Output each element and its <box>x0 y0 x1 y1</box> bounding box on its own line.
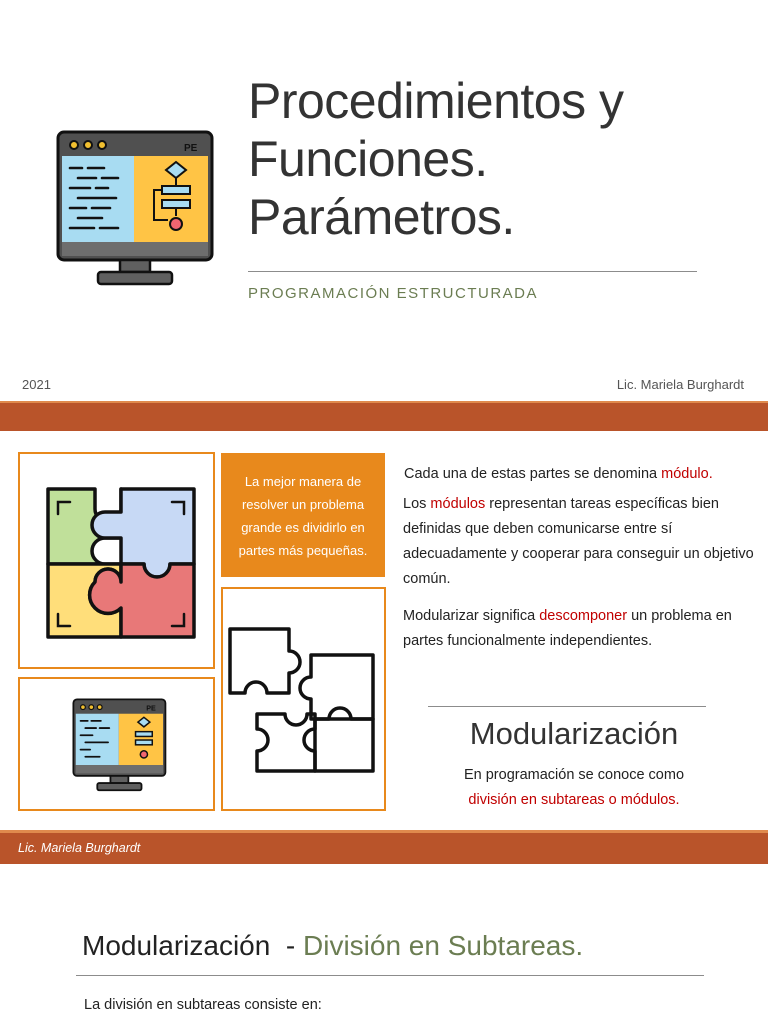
slide-heading <box>82 930 583 962</box>
definition-highlight: división en subtareas o módulos. <box>468 792 680 808</box>
title-slide <box>0 0 768 400</box>
title-line: Funciones. <box>248 131 488 187</box>
title-divider <box>248 271 697 272</box>
slide-author: Lic. Mariela Burghardt <box>616 377 744 392</box>
definition-line: En programación se conoce como <box>463 767 685 783</box>
heading-main: Modularización <box>82 930 271 961</box>
highlight-text: descomponer <box>539 608 628 624</box>
monitor-label: PE <box>146 704 156 713</box>
outline-puzzle-icon <box>223 589 383 809</box>
slide-footer-band <box>0 401 768 431</box>
body-text: La división en subtareas consiste en: <box>84 997 322 1013</box>
slide-year: 2021 <box>22 377 51 392</box>
computer-monitor-icon <box>56 128 216 292</box>
heading-accent: División en Subtareas. <box>303 930 584 961</box>
color-puzzle-icon <box>20 454 212 666</box>
title-line: Procedimientos y <box>248 73 624 129</box>
slide-subtitle: PROGRAMACIÓN ESTRUCTURADA <box>248 285 539 302</box>
puzzle-box <box>18 452 215 669</box>
heading-divider <box>76 975 704 976</box>
text-run: Cada una de estas partes se denomina <box>404 466 662 482</box>
text-run: un problema en partes funcionalmente independientes. <box>403 608 732 649</box>
title-line: Parámetros. <box>248 189 515 245</box>
heading-separator: - <box>270 930 303 961</box>
text-run: Los <box>403 496 431 512</box>
computer-monitor-icon <box>72 697 168 795</box>
heading-divider <box>428 706 706 707</box>
definition-text <box>404 763 744 813</box>
highlight-text: módulo. <box>661 466 713 482</box>
section-heading: Modularización <box>469 716 679 751</box>
quote-text: La mejor manera de resolver un problema grande es dividirlo en partes más pequeñas. <box>238 474 368 558</box>
text-run: Modularizar significa <box>403 608 540 624</box>
band-highlight <box>0 401 768 403</box>
monitor-box <box>18 677 215 811</box>
text-run: representan tareas específicas bien definidas que deben comunicarse entre sí adecuadamente y cooperar para conseguir un objetivo común. <box>403 496 754 587</box>
paragraph-modules <box>403 492 755 592</box>
outline-puzzle-box <box>221 587 386 811</box>
highlight-text: módulos <box>430 496 486 512</box>
band-highlight <box>0 830 768 833</box>
monitor-label: PE <box>184 143 198 154</box>
paragraph-modularize <box>403 604 755 654</box>
paragraph-module <box>404 462 756 486</box>
footer-author: Lic. Mariela Burghardt <box>18 841 141 855</box>
slide-title <box>248 72 748 246</box>
